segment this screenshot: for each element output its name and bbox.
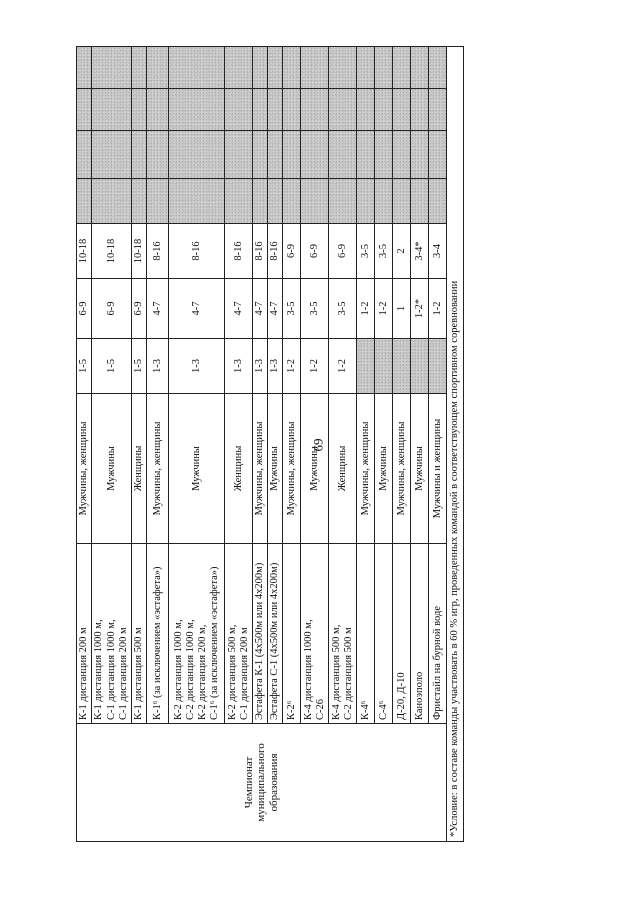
- rank-b-cell: 4-7: [268, 279, 283, 339]
- gender-cell: Мужчины, женщины: [77, 394, 92, 544]
- table-row: [268, 47, 283, 842]
- gender-cell: Мужчины, женщины: [147, 394, 169, 544]
- rank-a-cell: 1-5: [77, 339, 92, 394]
- empty-grey-cell: [253, 89, 268, 131]
- empty-grey-cell: [283, 89, 301, 131]
- discipline-cell: К-4⁶: [357, 544, 375, 724]
- rank-a-cell: 1-3: [268, 339, 283, 394]
- table-row: [225, 47, 253, 842]
- rank-c-cell: 6-9: [301, 224, 329, 279]
- rank-a-cell: 1-5: [132, 339, 147, 394]
- gender-cell: Женщины: [329, 394, 357, 544]
- empty-grey-cell: [393, 131, 411, 179]
- rank-c-cell: 8-16: [225, 224, 253, 279]
- rank-b-cell: 4-7: [253, 279, 268, 339]
- rank-c-cell: 2: [393, 224, 411, 279]
- discipline-cell: К-2 дистанция 500 м, С-1 дистанция 200 м: [225, 544, 253, 724]
- gender-cell: Мужчины, женщины: [253, 394, 268, 544]
- empty-grey-cell: [301, 47, 329, 89]
- rank-a-cell: 1-2: [329, 339, 357, 394]
- table-row: [393, 47, 411, 842]
- empty-grey-cell: [268, 179, 283, 224]
- empty-grey-cell: [301, 179, 329, 224]
- table-row: [253, 47, 268, 842]
- rank-a-cell: [375, 339, 393, 394]
- rank-b-cell: 6-9: [132, 279, 147, 339]
- section-label-cell: Чемпионат муниципального образования: [77, 724, 447, 842]
- table-row: [147, 47, 169, 842]
- rank-b-cell: 6-9: [92, 279, 132, 339]
- empty-grey-cell: [429, 47, 447, 89]
- rank-c-cell: 3-5: [357, 224, 375, 279]
- rank-b-cell: 4-7: [225, 279, 253, 339]
- empty-grey-cell: [283, 47, 301, 89]
- discipline-cell: К-1 дистанция 1000 м, С-1 дистанция 1000 м, С-1 дистанция 200 м: [92, 544, 132, 724]
- empty-grey-cell: [411, 131, 429, 179]
- gender-cell: Мужчины, женщины: [357, 394, 375, 544]
- empty-grey-cell: [283, 179, 301, 224]
- rank-c-cell: 8-16: [253, 224, 268, 279]
- table-row: [301, 47, 329, 842]
- discipline-cell: К-1 дистанция 500 м: [132, 544, 147, 724]
- table-row: [132, 47, 147, 842]
- rank-a-cell: 1-2: [301, 339, 329, 394]
- rank-a-cell: 1-3: [147, 339, 169, 394]
- empty-grey-cell: [225, 131, 253, 179]
- table-row: [283, 47, 301, 842]
- empty-grey-cell: [411, 89, 429, 131]
- rank-b-cell: 4-7: [147, 279, 169, 339]
- empty-grey-cell: [147, 131, 169, 179]
- discipline-cell: К-1⁶ (за исключением «эстафета»): [147, 544, 169, 724]
- empty-grey-cell: [77, 47, 92, 89]
- discipline-cell: К-4 дистанция 500 м, С-2 дистанция 500 м: [329, 544, 357, 724]
- empty-grey-cell: [429, 131, 447, 179]
- empty-grey-cell: [329, 131, 357, 179]
- rank-c-cell: 6-9: [283, 224, 301, 279]
- discipline-cell: К-2 дистанция 1000 м, С-2 дистанция 1000 м, К-2 дистанция 200 м, С-1⁶ (за исключением «эстафета»): [169, 544, 225, 724]
- rank-c-cell: 6-9: [329, 224, 357, 279]
- rank-a-cell: 1-3: [253, 339, 268, 394]
- empty-grey-cell: [132, 89, 147, 131]
- empty-grey-cell: [77, 131, 92, 179]
- gender-cell: Мужчины: [411, 394, 429, 544]
- rank-c-cell: 8-16: [169, 224, 225, 279]
- gender-cell: Мужчины и женщины: [429, 394, 447, 544]
- gender-cell: Мужчины, женщины: [393, 394, 411, 544]
- empty-grey-cell: [147, 179, 169, 224]
- empty-grey-cell: [357, 89, 375, 131]
- rotated-table-region: [76, 47, 461, 842]
- empty-grey-cell: [411, 179, 429, 224]
- empty-grey-cell: [375, 47, 393, 89]
- empty-grey-cell: [268, 47, 283, 89]
- table-row: [357, 47, 375, 842]
- discipline-cell: С-4⁶: [375, 544, 393, 724]
- empty-grey-cell: [253, 47, 268, 89]
- empty-grey-cell: [253, 179, 268, 224]
- discipline-cell: Фристайл на бурной воде: [429, 544, 447, 724]
- table-row: [411, 47, 429, 842]
- rank-c-cell: 8-16: [268, 224, 283, 279]
- gender-cell: Мужчины: [375, 394, 393, 544]
- empty-grey-cell: [393, 179, 411, 224]
- rank-b-cell: 1-2: [429, 279, 447, 339]
- empty-grey-cell: [77, 89, 92, 131]
- empty-grey-cell: [169, 47, 225, 89]
- empty-grey-cell: [225, 179, 253, 224]
- gender-cell: Женщины: [225, 394, 253, 544]
- rank-c-cell: 10-18: [92, 224, 132, 279]
- empty-grey-cell: [147, 89, 169, 131]
- rank-b-cell: 6-9: [77, 279, 92, 339]
- gender-cell: Мужчины: [301, 394, 329, 544]
- empty-grey-cell: [77, 179, 92, 224]
- discipline-cell: К-1 дистанция 200 м: [77, 544, 92, 724]
- empty-grey-cell: [329, 89, 357, 131]
- empty-grey-cell: [132, 179, 147, 224]
- table-row: [77, 47, 92, 842]
- empty-grey-cell: [225, 89, 253, 131]
- empty-grey-cell: [169, 179, 225, 224]
- gender-cell: Женщины: [132, 394, 147, 544]
- discipline-cell: Эстафета К-1 (4х500м или 4х200м): [253, 544, 268, 724]
- empty-grey-cell: [429, 89, 447, 131]
- rank-b-cell: 3-5: [301, 279, 329, 339]
- empty-grey-cell: [92, 89, 132, 131]
- empty-grey-cell: [375, 89, 393, 131]
- table-wrapper: [76, 47, 461, 842]
- empty-grey-cell: [375, 179, 393, 224]
- rank-b-cell: 3-5: [283, 279, 301, 339]
- table-row: [375, 47, 393, 842]
- rank-b-cell: 3-5: [329, 279, 357, 339]
- gender-cell: Мужчины, женщины: [283, 394, 301, 544]
- empty-grey-cell: [411, 47, 429, 89]
- empty-grey-cell: [357, 47, 375, 89]
- footnote-cell: *Условие: в составе команды участвовать в 60 % игр, проведенных командой в соответствующем спортивном соревновании: [447, 47, 464, 842]
- rank-b-cell: 1: [393, 279, 411, 339]
- gender-cell: Мужчины: [169, 394, 225, 544]
- empty-grey-cell: [301, 89, 329, 131]
- footnote-row: [447, 47, 464, 842]
- page-number: 69: [310, 438, 326, 452]
- discipline-cell: Каноэполо: [411, 544, 429, 724]
- rank-a-cell: [357, 339, 375, 394]
- rank-a-cell: 1-3: [169, 339, 225, 394]
- empty-grey-cell: [92, 131, 132, 179]
- empty-grey-cell: [268, 89, 283, 131]
- table-row: [329, 47, 357, 842]
- rank-c-cell: 3-4: [429, 224, 447, 279]
- empty-grey-cell: [92, 179, 132, 224]
- rank-c-cell: 3-5: [375, 224, 393, 279]
- gender-cell: Мужчины: [268, 394, 283, 544]
- empty-grey-cell: [92, 47, 132, 89]
- empty-grey-cell: [169, 89, 225, 131]
- discipline-cell: Д-20, Д-10: [393, 544, 411, 724]
- rank-a-cell: [411, 339, 429, 394]
- empty-grey-cell: [268, 131, 283, 179]
- table-row: [92, 47, 132, 842]
- discipline-cell: Эстафета С-1 (4х500м или 4х200м): [268, 544, 283, 724]
- empty-grey-cell: [147, 47, 169, 89]
- empty-grey-cell: [253, 131, 268, 179]
- empty-grey-cell: [301, 131, 329, 179]
- empty-grey-cell: [357, 131, 375, 179]
- empty-grey-cell: [357, 179, 375, 224]
- empty-grey-cell: [132, 131, 147, 179]
- rank-c-cell: 10-18: [77, 224, 92, 279]
- rank-b-cell: 1-2*: [411, 279, 429, 339]
- empty-grey-cell: [429, 179, 447, 224]
- empty-grey-cell: [329, 47, 357, 89]
- empty-grey-cell: [393, 47, 411, 89]
- table-row: [169, 47, 225, 842]
- empty-grey-cell: [393, 89, 411, 131]
- rank-c-cell: 10-18: [132, 224, 147, 279]
- discipline-cell: К-4 дистанция 1000 м, С-26: [301, 544, 329, 724]
- rank-b-cell: 1-2: [375, 279, 393, 339]
- empty-grey-cell: [225, 47, 253, 89]
- rank-a-cell: [429, 339, 447, 394]
- empty-grey-cell: [375, 131, 393, 179]
- empty-grey-cell: [329, 179, 357, 224]
- rank-b-cell: 1-2: [357, 279, 375, 339]
- empty-grey-cell: [169, 131, 225, 179]
- rank-a-cell: 1-2: [283, 339, 301, 394]
- gender-cell: Мужчины: [92, 394, 132, 544]
- rank-a-cell: [393, 339, 411, 394]
- rank-c-cell: 8-16: [147, 224, 169, 279]
- rank-a-cell: 1-5: [92, 339, 132, 394]
- rank-c-cell: 3-4*: [411, 224, 429, 279]
- table-row: [429, 47, 447, 842]
- empty-grey-cell: [283, 131, 301, 179]
- rank-b-cell: 4-7: [169, 279, 225, 339]
- empty-grey-cell: [132, 47, 147, 89]
- discipline-cell: К-2⁶: [283, 544, 301, 724]
- ranking-table: [76, 46, 464, 842]
- rank-a-cell: 1-3: [225, 339, 253, 394]
